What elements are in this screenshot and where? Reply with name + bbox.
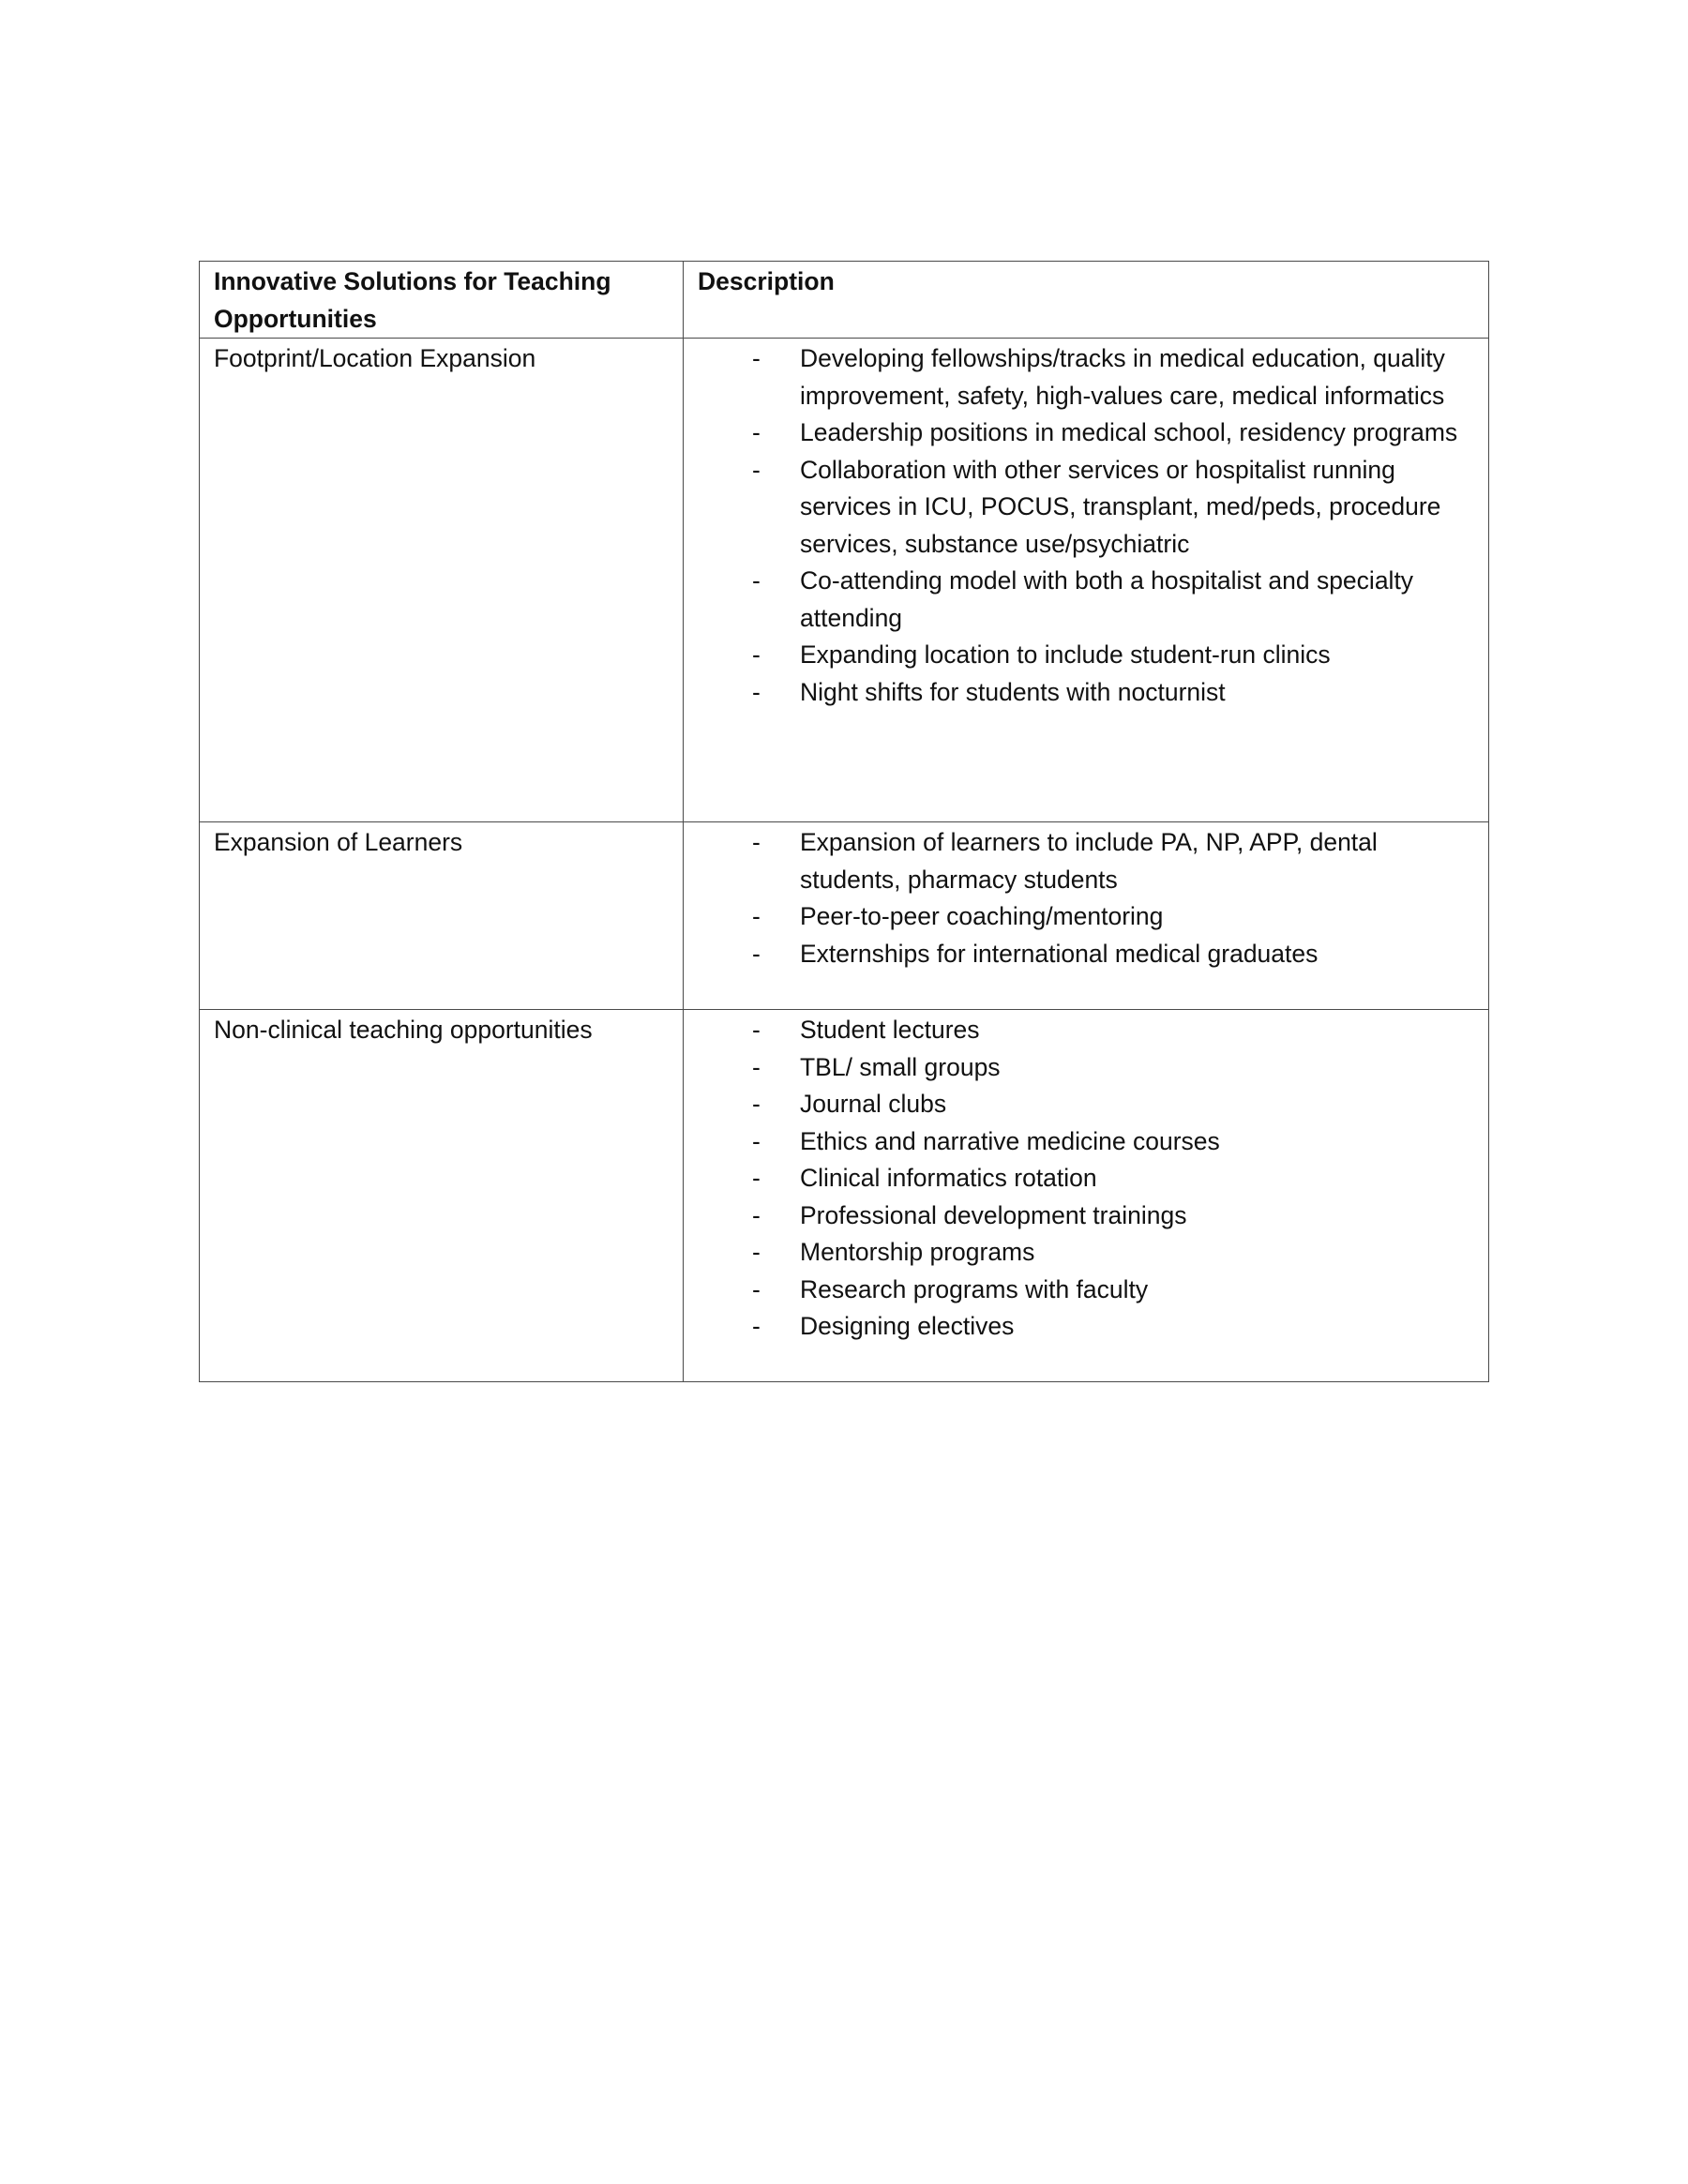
dash-bullet-icon: -	[752, 1274, 761, 1303]
solution-cell: Non-clinical teaching opportunities	[200, 1010, 684, 1382]
table-row	[200, 822, 1489, 1010]
table-header-row	[200, 262, 1489, 339]
solution-cell: Footprint/Location Expansion	[200, 339, 684, 822]
description-text: Expanding location to include student-run clinics	[800, 640, 1331, 669]
solution-cell: Expansion of Learners	[200, 822, 684, 1010]
dash-bullet-icon: -	[752, 640, 761, 669]
description-item	[698, 824, 1481, 898]
description-cell	[684, 1010, 1489, 1382]
description-item	[698, 1049, 1481, 1087]
dash-bullet-icon: -	[752, 1238, 761, 1266]
description-item	[698, 1197, 1481, 1235]
description-item	[698, 936, 1481, 973]
dash-bullet-icon: -	[752, 902, 761, 930]
table-row	[200, 339, 1489, 822]
description-item	[698, 1308, 1481, 1346]
description-item	[698, 1012, 1481, 1049]
dash-bullet-icon: -	[752, 1126, 761, 1155]
description-text: Journal clubs	[800, 1090, 947, 1118]
dash-bullet-icon: -	[752, 344, 761, 372]
description-list	[698, 824, 1481, 972]
description-list	[698, 1012, 1481, 1346]
description-item	[698, 563, 1481, 637]
dash-bullet-icon: -	[752, 455, 761, 484]
description-cell	[684, 822, 1489, 1010]
dash-bullet-icon: -	[752, 1016, 761, 1044]
description-text: Expansion of learners to include PA, NP, APP, dental students, pharmacy students	[800, 828, 1378, 894]
description-item	[698, 452, 1481, 564]
teaching-opportunities-table	[199, 261, 1489, 1382]
description-text: Peer-to-peer coaching/mentoring	[800, 902, 1164, 930]
description-item	[698, 414, 1481, 452]
description-text: Mentorship programs	[800, 1238, 1035, 1266]
dash-bullet-icon: -	[752, 1164, 761, 1192]
description-text: Research programs with faculty	[800, 1274, 1149, 1303]
description-text: Clinical informatics rotation	[800, 1164, 1097, 1192]
dash-bullet-icon: -	[752, 566, 761, 595]
description-cell	[684, 339, 1489, 822]
header-description: Description	[684, 262, 1489, 339]
description-text: Co-attending model with both a hospitalist and specialty attending	[800, 566, 1414, 632]
dash-bullet-icon: -	[752, 939, 761, 968]
description-item	[698, 898, 1481, 936]
description-text: Night shifts for students with nocturnist	[800, 677, 1226, 706]
description-text: Developing fellowships/tracks in medical education, quality improvement, safety, high-values care, medical informatics	[800, 344, 1445, 410]
description-text: Professional development trainings	[800, 1200, 1187, 1229]
dash-bullet-icon: -	[752, 1312, 761, 1340]
description-text: TBL/ small groups	[800, 1052, 1001, 1081]
description-item	[698, 1160, 1481, 1197]
description-text: Ethics and narrative medicine courses	[800, 1126, 1220, 1155]
description-item	[698, 637, 1481, 674]
description-item	[698, 1272, 1481, 1309]
dash-bullet-icon: -	[752, 1200, 761, 1229]
dash-bullet-icon: -	[752, 677, 761, 706]
description-item	[698, 674, 1481, 712]
dash-bullet-icon: -	[752, 1090, 761, 1118]
dash-bullet-icon: -	[752, 418, 761, 446]
description-item	[698, 1234, 1481, 1272]
description-text: Student lectures	[800, 1016, 980, 1044]
header-solutions: Innovative Solutions for Teaching Opportunities	[200, 262, 684, 339]
description-text: Externships for international medical graduates	[800, 939, 1319, 968]
dash-bullet-icon: -	[752, 1052, 761, 1081]
description-text: Leadership positions in medical school, residency programs	[800, 418, 1458, 446]
table-row	[200, 1010, 1489, 1382]
description-text: Designing electives	[800, 1312, 1015, 1340]
description-item	[698, 1123, 1481, 1161]
description-list	[698, 340, 1481, 711]
description-item	[698, 340, 1481, 414]
description-item	[698, 1086, 1481, 1123]
description-text: Collaboration with other services or hospitalist running services in ICU, POCUS, transplant, med/peds, procedure services, substance use/psychiatric	[800, 455, 1441, 558]
dash-bullet-icon: -	[752, 828, 761, 856]
